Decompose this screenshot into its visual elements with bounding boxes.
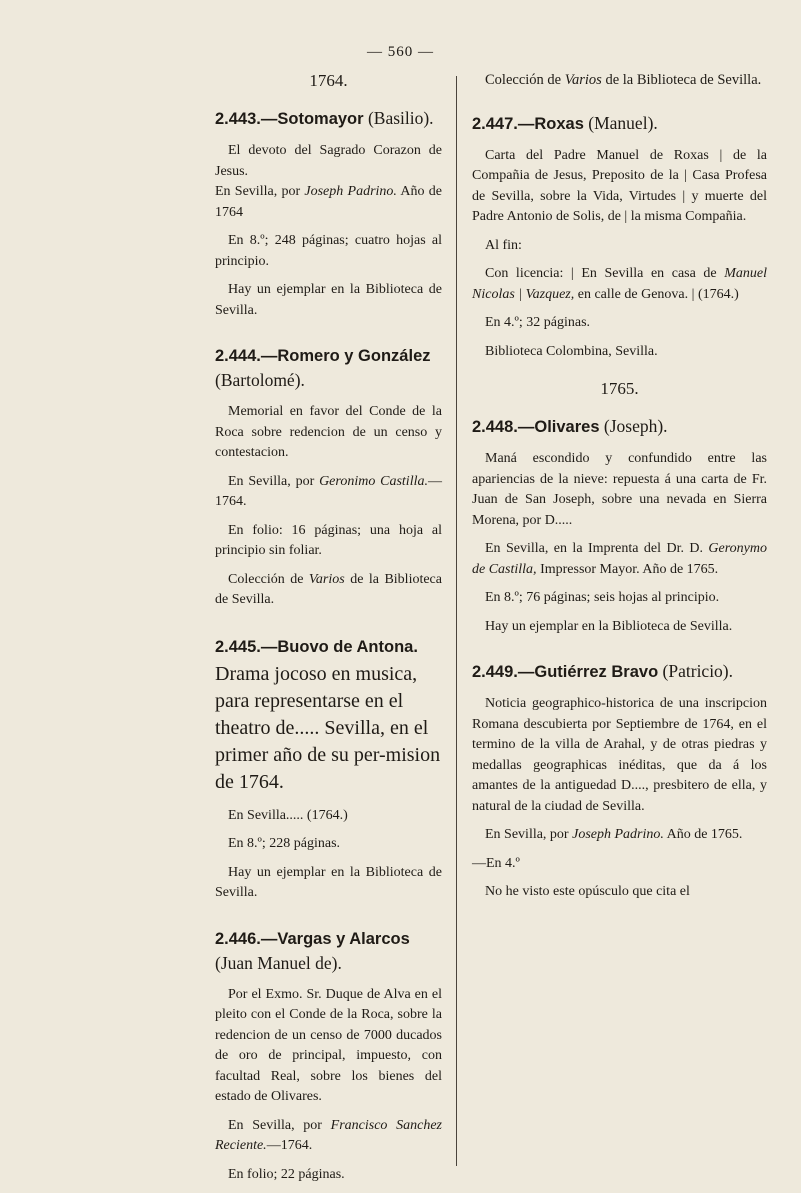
- entry-location: Hay un ejemplar en la Biblioteca de Sevilla.: [485, 618, 733, 634]
- imprint-year: —1764.: [215, 473, 442, 509]
- imprint-year: —1764.: [266, 1138, 313, 1153]
- running-head: — 560 —: [367, 44, 434, 60]
- entry-imprint: En Sevilla..... (1764.): [228, 807, 348, 823]
- imprint-year: Año de 1765.: [663, 827, 743, 842]
- entry-text: Carta del Padre Manuel de Roxas | de la Compañia de Jesus, Preposito de la | Casa Profesa de Sevilla, sobre la Vida, Virtudes | y muerte del Padre Antonio de Solis, de | la misma Compañia.: [472, 147, 767, 224]
- imprint-text: En Sevilla, por: [228, 473, 320, 489]
- entry-number: 2.445.: [215, 637, 261, 656]
- entry-heading: [472, 111, 767, 136]
- entry-given-name: (Joseph).: [599, 416, 668, 436]
- entry-2449: [472, 659, 767, 903]
- collection-text: Colección de: [485, 72, 565, 88]
- entry-given-name: (Basilio).: [363, 108, 434, 128]
- entry-extent: —En 4.º: [472, 855, 520, 871]
- entry-text: Noticia geographico-historica de una inscripcion Romana descubierta por Septiembre de 1764, en el termino de la villa de Arahal, y de otras piedras y medallas geographicas inéditas, que da á los amantes de la antiguedad D...., presbitero de ella, y natural de la ciudad de Sevilla.: [472, 696, 767, 814]
- entry-2445: [215, 633, 442, 904]
- imprint-text: En Sevilla, por: [485, 827, 573, 842]
- entry-given-name: (Juan Manuel de).: [215, 952, 342, 973]
- entry-text: Por el Exmo. Sr. Duque de Alva en el pleito con el Conde de la Roca, sobre la redencion de un censo de 7000 ducados de oro de principal, impuesto, con facultad Real, sobre los bienes del estado de Olivares.: [215, 986, 442, 1104]
- entry-location: Biblioteca Colombina, Sevilla.: [485, 343, 658, 359]
- entry-imprint: [215, 472, 442, 513]
- entry-heading: [472, 659, 767, 684]
- printer-name: Geronymo de Castilla,: [472, 541, 767, 577]
- imprint-text: En Sevilla, por: [215, 184, 305, 199]
- collection-text: de la Biblioteca de Sevilla.: [601, 72, 762, 88]
- entry-number: 2.444.: [215, 347, 261, 365]
- entry-author: —Romero y González: [260, 347, 431, 365]
- collection-text: de la Biblioteca de Sevilla.: [215, 571, 442, 607]
- entry-given-name: (Patricio).: [658, 661, 734, 681]
- entry-author: —Vargas y Alarcos: [260, 929, 410, 948]
- entry-heading: [215, 106, 442, 131]
- left-column: [215, 70, 442, 1193]
- collection-name: Varios: [564, 72, 602, 88]
- printer-name: Joseph Padrino.: [304, 184, 397, 199]
- entry-number: 2.446.: [215, 929, 261, 948]
- entry-given-name: (Bartolomé).: [215, 370, 305, 390]
- entry-extent: En folio: 16 páginas; una hoja al principio sin foliar.: [215, 522, 442, 558]
- entry-2446: [215, 926, 442, 1186]
- printer-name: Francisco Sanchez Reciente.: [215, 1117, 442, 1153]
- entry-text: Maná escondido y confundido entre las apariencias de la nieve: repuesta á una carta de Fr. Juan de San Joseph, sobre una nevada en Sierra Morena, por D.....: [472, 451, 767, 528]
- entry-heading: [215, 343, 442, 392]
- entry-extent: En 8.º; 228 páginas.: [228, 836, 341, 851]
- collection-text: Colección de: [228, 571, 309, 587]
- entry-text: [215, 141, 442, 223]
- right-column: [472, 70, 767, 911]
- column-divider: [456, 76, 457, 1166]
- entry-number: 2.447.: [472, 114, 518, 133]
- entry-imprint: [472, 825, 767, 846]
- entry-2443: [215, 106, 442, 321]
- imprint-text: En Sevilla, por: [228, 1117, 331, 1133]
- entry-colophon-label: Al fin:: [485, 237, 522, 253]
- year-heading: 1764.: [309, 71, 348, 90]
- entry-location: [215, 570, 442, 611]
- printer-name: Manuel Nicolas | Vazquez,: [472, 266, 767, 302]
- imprint-year: en calle de Genova. | (1764.): [574, 286, 739, 302]
- title-text: El devoto del Sagrado Corazon de Jesus.: [215, 143, 442, 179]
- entry-2448: [472, 414, 767, 637]
- imprint-text: Con licencia: | En Sevilla en casa de: [485, 266, 725, 281]
- printer-name: Geronimo Castilla.: [319, 473, 428, 489]
- entry-title: Drama jocoso en musica, para representarse en el theatro de..... Sevilla, en el primer año de su per-mision de 1764.: [215, 662, 441, 793]
- entry-number: 2.448.: [472, 418, 518, 436]
- continuation-text: [472, 70, 767, 91]
- entry-location: Hay un ejemplar en la Biblioteca de Sevilla.: [215, 282, 442, 318]
- entry-2447: [472, 111, 767, 363]
- entry-heading: [215, 926, 442, 975]
- entry-author: —Gutiérrez Bravo: [517, 663, 659, 681]
- entry-given-name: (Manuel).: [583, 112, 658, 133]
- entry-imprint: [472, 264, 767, 305]
- imprint-year: Impressor Mayor. Año de 1765.: [536, 561, 719, 577]
- entry-note: No he visto este opúsculo que cita el: [485, 884, 690, 899]
- entry-extent: En 8.º; 248 páginas; cuatro hojas al principio.: [215, 233, 442, 269]
- entry-heading: [215, 633, 442, 796]
- entry-number: 2.449.: [472, 663, 518, 681]
- printer-name: Joseph Padrino.: [572, 827, 664, 842]
- entry-extent: En 4.º; 32 páginas.: [485, 315, 591, 330]
- entry-author: —Buovo de Antona.: [260, 637, 418, 656]
- entry-extent: En 8.º; 76 páginas; seis hojas al principio.: [485, 590, 720, 605]
- entry-number: 2.443.: [215, 110, 261, 128]
- entry-author: —Sotomayor: [260, 110, 364, 128]
- entry-text: Memorial en favor del Conde de la Roca sobre redencion de un censo y contestacion.: [215, 404, 442, 460]
- entry-author: —Olivares: [517, 418, 600, 436]
- imprint-text: En Sevilla, en la Imprenta del Dr. D.: [485, 541, 709, 556]
- collection-name: Varios: [308, 571, 345, 587]
- imprint-year: Año de 1764: [215, 184, 442, 220]
- entry-heading: [472, 414, 767, 439]
- entry-author: —Roxas: [517, 114, 584, 133]
- entry-extent: En folio; 22 páginas.: [228, 1166, 345, 1182]
- entry-imprint: [215, 1116, 442, 1157]
- entry-location: Hay un ejemplar en la Biblioteca de Sevilla.: [215, 864, 442, 900]
- entry-2444: [215, 343, 442, 611]
- year-heading: 1765.: [600, 379, 639, 398]
- entry-imprint: [472, 539, 767, 580]
